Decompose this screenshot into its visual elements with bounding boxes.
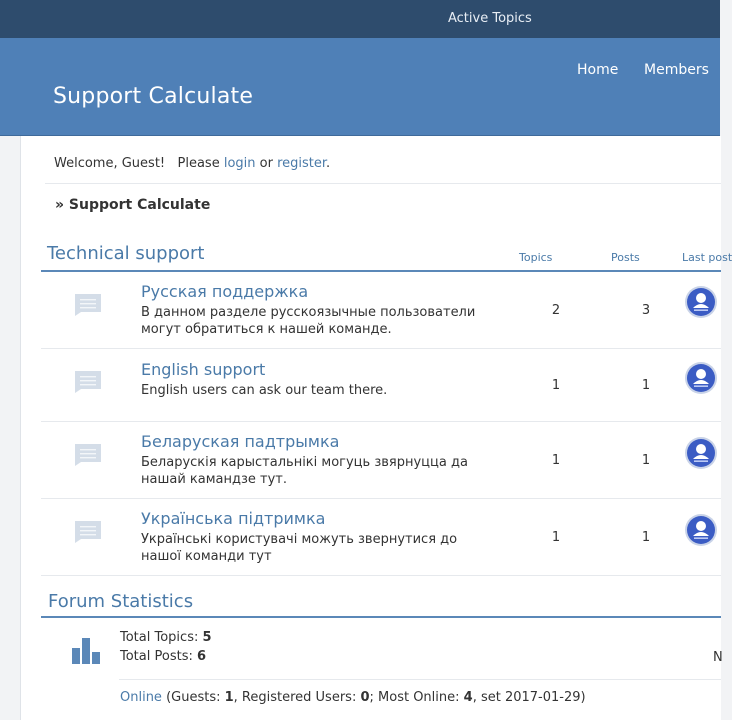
divider	[119, 679, 721, 680]
column-header-last-post: Last post	[682, 251, 732, 264]
board-posts-count: 3	[641, 303, 651, 318]
board-messages-icon	[75, 444, 101, 466]
board-messages-icon	[75, 521, 101, 543]
total-topics-stat	[120, 630, 212, 645]
login-link[interactable]: login	[223, 156, 256, 171]
total-topics-label: Total Topics:	[120, 630, 203, 645]
main-content	[20, 136, 732, 720]
board-posts-count: 1	[641, 378, 651, 393]
online-guests-label: (Guests:	[161, 690, 225, 705]
board-topics-count: 1	[551, 453, 561, 468]
board-description: В данном разделе русскоязычные пользователи могут обратиться к нашей команде.	[141, 305, 476, 337]
board-name-link[interactable]: English support	[141, 360, 266, 379]
most-online-label: ; Most Online:	[369, 690, 464, 705]
most-online-date: , set 2017-01-29)	[472, 690, 586, 705]
board-description: Українські користувачі можуть звернутися до нашої команди тут	[141, 532, 458, 564]
board-topics-count: 1	[551, 378, 561, 393]
forum-statistics-title: Forum Statistics	[48, 591, 194, 612]
site-title: Support Calculate	[53, 84, 254, 109]
welcome-or: or	[255, 156, 278, 171]
board-messages-icon	[75, 294, 101, 316]
online-users-stat	[120, 690, 586, 705]
register-link[interactable]: register	[277, 156, 327, 171]
board-name-link[interactable]: Українська підтримка	[141, 509, 326, 528]
column-header-posts: Posts	[611, 251, 640, 264]
newest-member-partial: N	[713, 650, 723, 665]
board-row	[41, 422, 721, 499]
welcome-prefix: Welcome, Guest! Please	[54, 156, 224, 171]
total-posts-value: 6	[196, 649, 207, 664]
welcome-message	[54, 156, 330, 171]
total-posts-label: Total Posts:	[120, 649, 197, 664]
welcome-suffix: .	[326, 156, 331, 171]
board-row	[41, 499, 721, 576]
tech-support-avatar-icon[interactable]	[685, 437, 717, 469]
tech-support-avatar-icon[interactable]	[685, 286, 717, 318]
most-online-value: 4	[463, 690, 473, 705]
category-title[interactable]: Technical support	[47, 243, 205, 264]
board-name-link[interactable]: Беларуская падтрымка	[141, 432, 340, 451]
online-registered-value: 0	[360, 690, 370, 705]
total-topics-value: 5	[202, 630, 212, 645]
nav-home-link[interactable]: Home	[577, 62, 619, 78]
board-description: English users can ask our team there.	[141, 383, 388, 398]
breadcrumb: » Support Calculate	[55, 197, 211, 213]
online-link[interactable]: Online	[120, 690, 162, 705]
top-bar	[0, 0, 720, 38]
tech-support-avatar-icon[interactable]	[685, 514, 717, 546]
board-topics-count: 2	[551, 303, 561, 318]
bar-chart-icon	[72, 636, 100, 664]
board-row	[41, 272, 721, 349]
board-messages-icon	[75, 371, 101, 393]
nav-members-link[interactable]: Members	[644, 62, 709, 78]
active-topics-link[interactable]: Active Topics	[448, 11, 532, 26]
board-posts-count: 1	[641, 453, 651, 468]
online-guests-value: 1	[224, 690, 234, 705]
stats-underline	[41, 616, 721, 618]
board-posts-count: 1	[641, 530, 651, 545]
header-banner	[0, 38, 720, 136]
tech-support-avatar-icon[interactable]	[685, 362, 717, 394]
online-registered-label: , Registered Users:	[233, 690, 361, 705]
column-header-topics: Topics	[519, 251, 553, 264]
board-description: Беларускія карыстальнікі могуць звярнуцца да нашай камандзе тут.	[141, 455, 468, 487]
board-name-link[interactable]: Русская поддержка	[141, 282, 309, 301]
board-topics-count: 1	[551, 530, 561, 545]
total-posts-stat	[120, 649, 206, 664]
divider	[45, 183, 721, 184]
board-row	[41, 349, 721, 422]
